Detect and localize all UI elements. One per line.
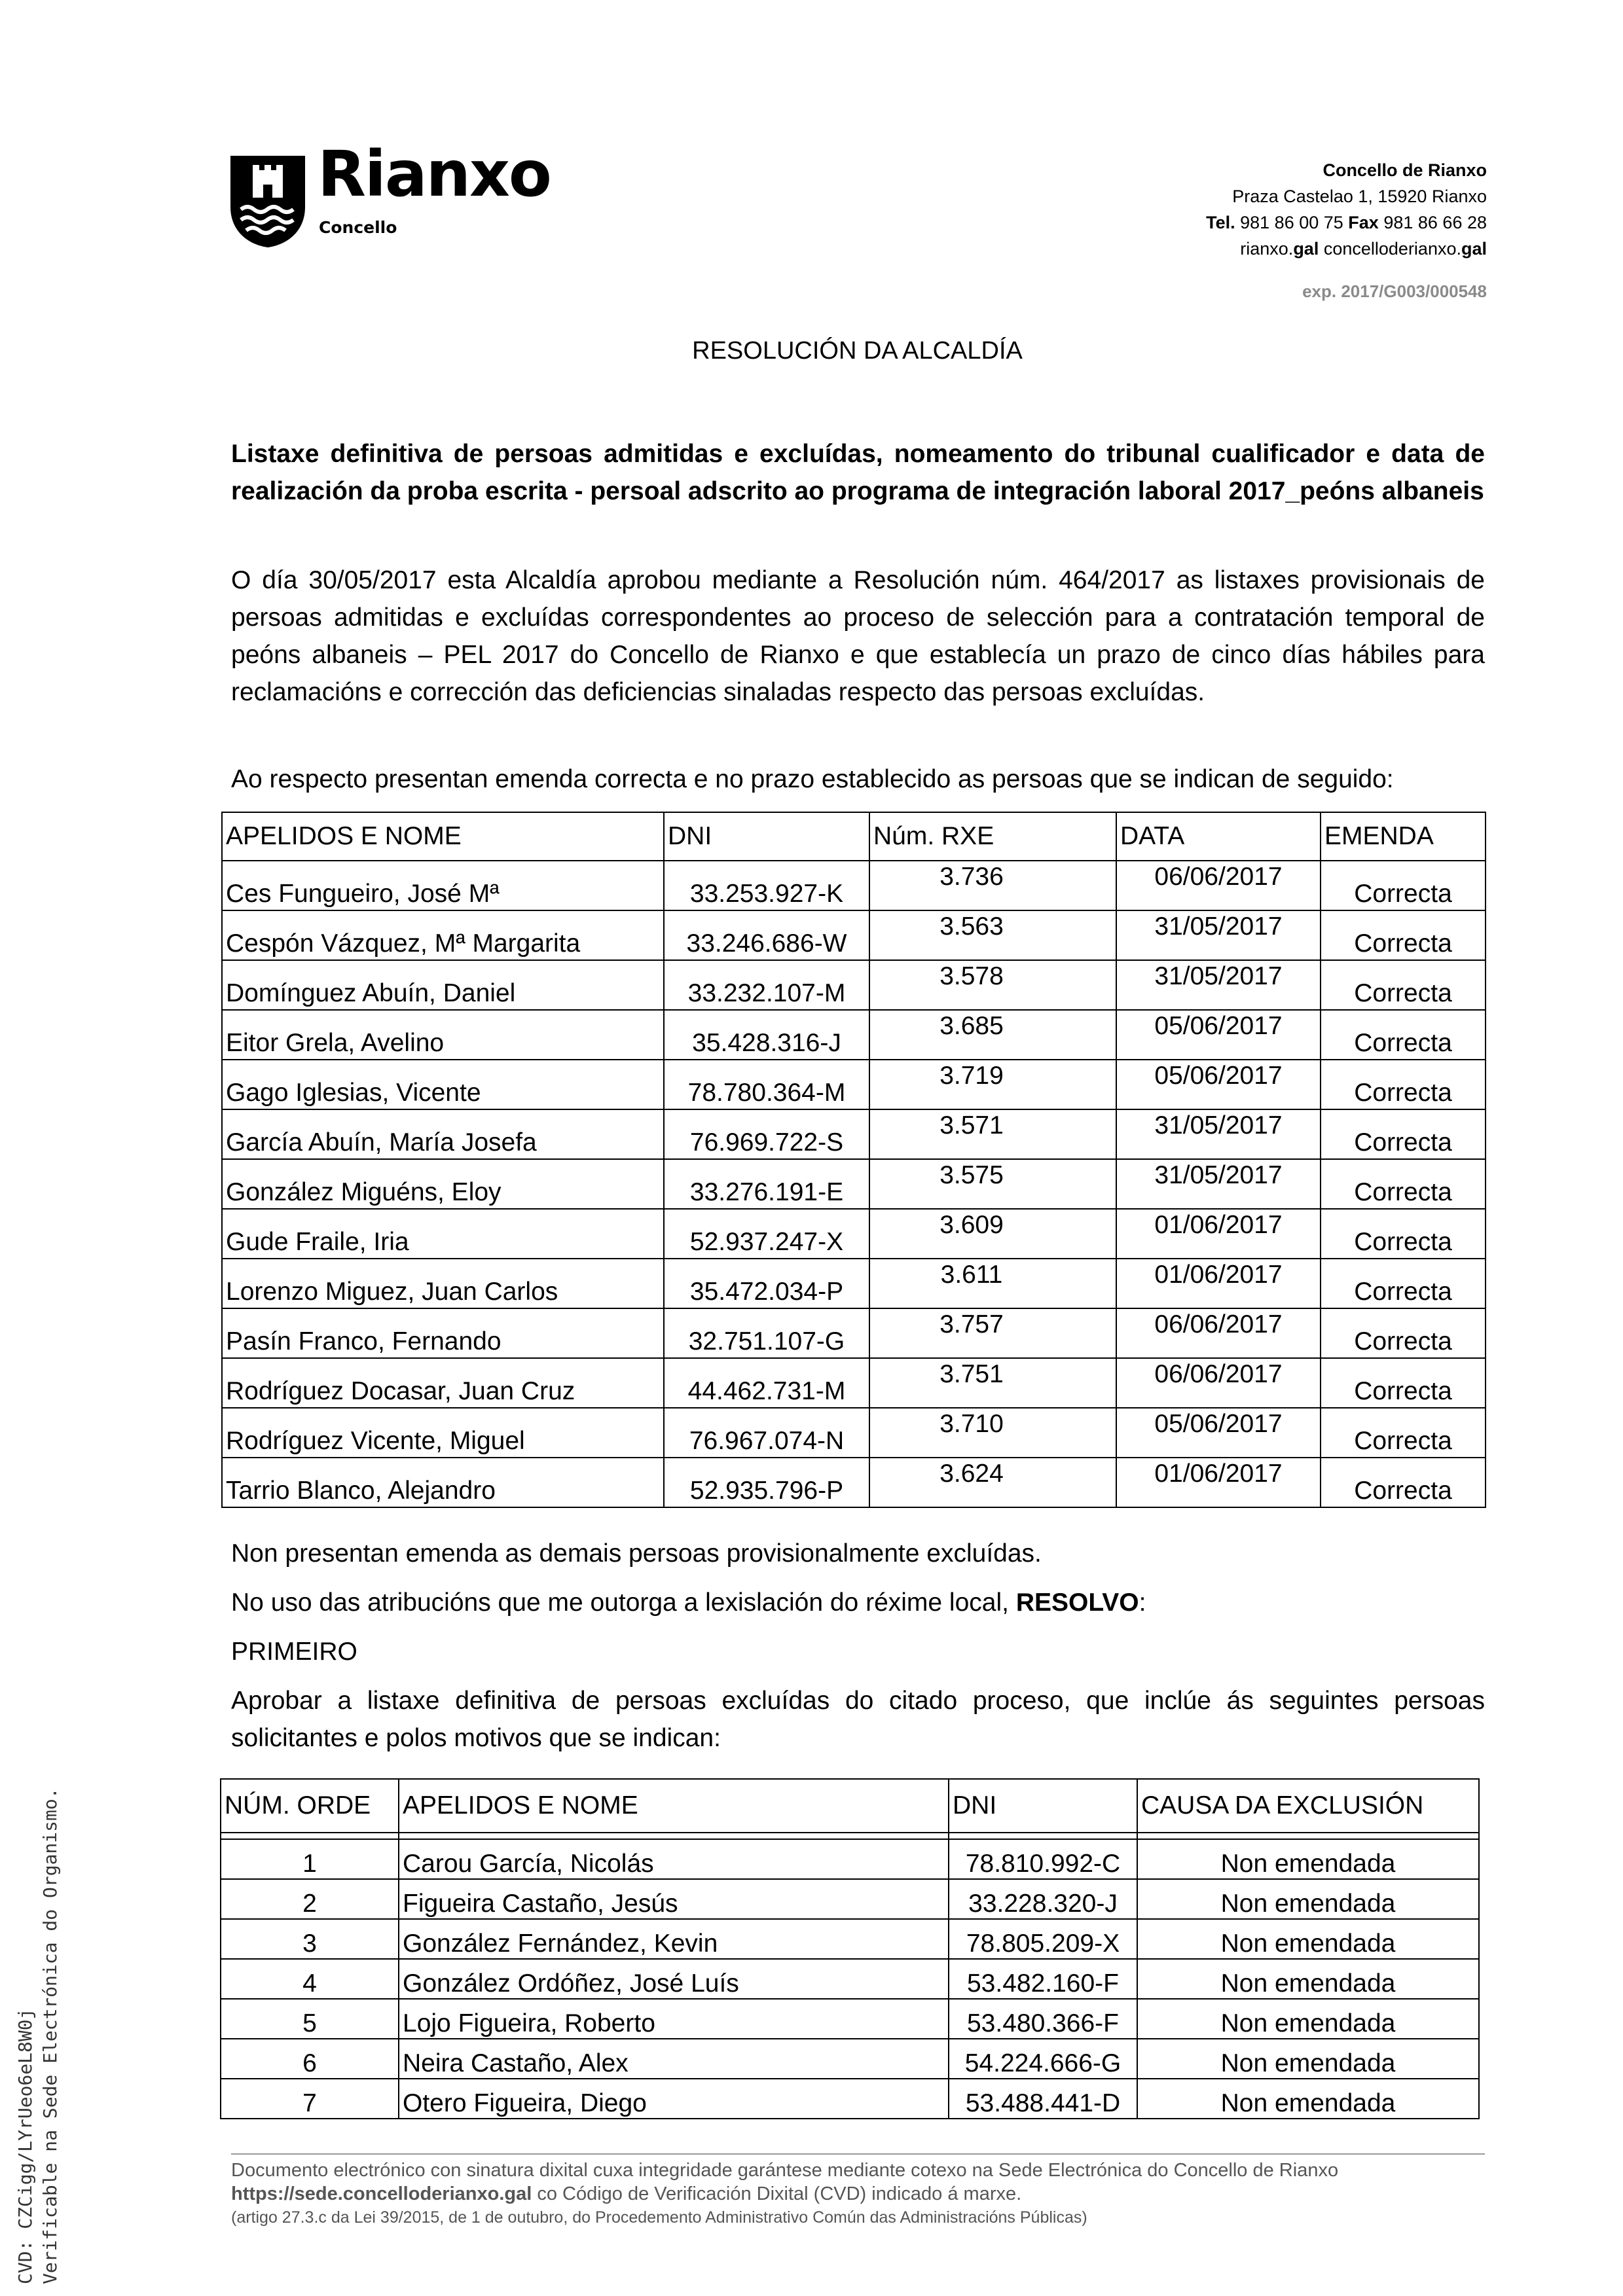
fax-label: Fax <box>1348 213 1379 232</box>
table-header-row <box>221 1779 1479 1833</box>
dni-cell: 52.937.247-X <box>664 1209 869 1259</box>
cause-cell: Non emendada <box>1137 2039 1479 2079</box>
date-cell: 31/05/2017 <box>1116 910 1321 960</box>
paragraph-4 <box>231 1584 1485 1621</box>
table-row <box>222 1209 1486 1259</box>
table-row <box>221 1919 1479 1959</box>
dni-cell: 53.488.441-D <box>949 2079 1137 2119</box>
date-cell: 05/06/2017 <box>1116 1060 1321 1109</box>
name-cell: Domínguez Abuín, Daniel <box>222 960 664 1010</box>
resolvo: RESOLVO <box>1015 1588 1139 1617</box>
emenda-cell: Correcta <box>1321 1010 1486 1060</box>
footer-line-2 <box>231 2182 1485 2206</box>
name-cell: García Abuín, María Josefa <box>222 1109 664 1159</box>
name-cell: Gude Fraile, Iria <box>222 1209 664 1259</box>
rxe-cell: 3.578 <box>869 960 1116 1010</box>
name-cell: Carou García, Nicolás <box>399 1839 949 1879</box>
header-cell: NÚM. ORDE <box>221 1779 399 1833</box>
dni-cell: 52.935.796-P <box>664 1458 869 1507</box>
date-cell: 06/06/2017 <box>1116 861 1321 910</box>
name-cell: González Fernández, Kevin <box>399 1919 949 1959</box>
date-cell: 01/06/2017 <box>1116 1458 1321 1507</box>
cvd-code: CVD: CZCigg/LYrUeo6eL8W0j <box>14 2008 36 2284</box>
dni-cell: 44.462.731-M <box>664 1358 869 1408</box>
rxe-cell: 3.571 <box>869 1109 1116 1159</box>
dni-cell: 33.246.686-W <box>664 910 869 960</box>
logo-wordmark: Rianxo <box>318 137 551 211</box>
dni-cell: 35.472.034-P <box>664 1259 869 1308</box>
emenda-cell: Correcta <box>1321 1209 1486 1259</box>
table-row <box>222 1259 1486 1308</box>
dni-cell: 35.428.316-J <box>664 1010 869 1060</box>
verification-margin <box>13 1787 63 2284</box>
emenda-cell: Correcta <box>1321 1060 1486 1109</box>
footer-line-1: Documento electrónico con sinatura dixital cuxa integridade garántese mediante cotexo na Sede Electrónica do Concello de Rianxo <box>231 2160 1339 2181</box>
table-row <box>222 1408 1486 1458</box>
para4-colon: : <box>1139 1588 1146 1617</box>
websites <box>1206 236 1487 262</box>
cause-cell: Non emendada <box>1137 1999 1479 2039</box>
emenda-cell: Correcta <box>1321 1259 1486 1308</box>
sede-link[interactable]: https://sede.concelloderianxo.gal <box>231 2183 532 2204</box>
date-cell: 06/06/2017 <box>1116 1358 1321 1408</box>
date-cell: 06/06/2017 <box>1116 1308 1321 1358</box>
table-row <box>221 2039 1479 2079</box>
table-row <box>222 1159 1486 1209</box>
web1-a[interactable]: rianxo. <box>1240 239 1294 259</box>
order-cell: 4 <box>221 1959 399 1999</box>
address: Praza Castelao 1, 15920 Rianxo <box>1232 187 1487 206</box>
name-cell: Rodríguez Vicente, Miguel <box>222 1408 664 1458</box>
name-cell: Neira Castaño, Alex <box>399 2039 949 2079</box>
rxe-cell: 3.757 <box>869 1308 1116 1358</box>
order-cell: 6 <box>221 2039 399 2079</box>
table-gap-row <box>221 1833 1479 1839</box>
header-cell: DNI <box>949 1779 1137 1833</box>
footer <box>231 2159 1485 2229</box>
name-cell: Pasín Franco, Fernando <box>222 1308 664 1358</box>
web1-b[interactable]: gal <box>1293 239 1319 259</box>
rxe-cell: 3.719 <box>869 1060 1116 1109</box>
footer-divider <box>231 2153 1485 2155</box>
verification-text: Verificable na Sede Electrónica do Organismo. <box>39 1787 61 2284</box>
name-cell: Figueira Castaño, Jesús <box>399 1879 949 1919</box>
admitted-table <box>221 812 1486 1508</box>
cause-cell: Non emendada <box>1137 1879 1479 1919</box>
name-cell: Lojo Figueira, Roberto <box>399 1999 949 2039</box>
order-cell: 5 <box>221 1999 399 2039</box>
rxe-cell: 3.685 <box>869 1010 1116 1060</box>
dni-cell: 33.276.191-E <box>664 1159 869 1209</box>
cause-cell: Non emendada <box>1137 1959 1479 1999</box>
paragraph-1: O día 30/05/2017 esta Alcaldía aprobou mediante a Resolución núm. 464/2017 as listaxes provisionais de persoas admitidas e excluídas correspondentes ao proceso de selección para a contratación temporal de peóns albaneis – PEL 2017 do Concello de Rianxo e que establecía un prazo de cinco días hábiles para reclamacións e corrección das deficiencias sinaladas respecto das persoas excluídas. <box>231 566 1485 706</box>
cause-cell: Non emendada <box>1137 1839 1479 1879</box>
name-cell: González Ordóñez, José Luís <box>399 1959 949 1999</box>
org-name: Concello de Rianxo <box>1322 160 1487 180</box>
date-cell: 05/06/2017 <box>1116 1408 1321 1458</box>
dni-cell: 76.969.722-S <box>664 1109 869 1159</box>
dni-cell: 53.480.366-F <box>949 1999 1137 2039</box>
cause-cell: Non emendada <box>1137 1919 1479 1959</box>
name-cell: Tarrio Blanco, Alejandro <box>222 1458 664 1507</box>
table-row <box>221 2079 1479 2119</box>
paragraph-3: Non presentan emenda as demais persoas provisionalmente excluídas. <box>231 1539 1042 1568</box>
table-row <box>222 1010 1486 1060</box>
dni-cell: 53.482.160-F <box>949 1959 1137 1999</box>
date-cell: 31/05/2017 <box>1116 1109 1321 1159</box>
table-header-row <box>222 812 1486 861</box>
dni-cell: 54.224.666-G <box>949 2039 1137 2079</box>
table-row <box>221 1959 1479 1999</box>
table-row <box>222 1458 1486 1507</box>
phone-fax <box>1206 209 1487 236</box>
footer-line-2-rest: co Código de Verificación Dixital (CVD) indicado á marxe. <box>532 2183 1022 2204</box>
rxe-cell: 3.609 <box>869 1209 1116 1259</box>
table-row <box>222 1109 1486 1159</box>
contact-block <box>1206 157 1487 262</box>
rxe-cell: 3.611 <box>869 1259 1116 1308</box>
date-cell: 05/06/2017 <box>1116 1010 1321 1060</box>
emenda-cell: Correcta <box>1321 1408 1486 1458</box>
web2-b[interactable]: gal <box>1461 239 1487 259</box>
header-cell: DNI <box>664 812 869 861</box>
emenda-cell: Correcta <box>1321 1458 1486 1507</box>
web2-a[interactable]: concelloderianxo. <box>1323 239 1461 259</box>
dni-cell: 33.232.107-M <box>664 960 869 1010</box>
rxe-cell: 3.624 <box>869 1458 1116 1507</box>
emenda-cell: Correcta <box>1321 1159 1486 1209</box>
primeiro-heading: PRIMEIRO <box>231 1638 357 1666</box>
emenda-cell: Correcta <box>1321 1308 1486 1358</box>
table-row <box>221 1999 1479 2039</box>
dni-cell: 33.228.320-J <box>949 1879 1137 1919</box>
logo-subtitle: Concello <box>319 218 397 237</box>
table-row <box>222 910 1486 960</box>
paragraph-2: Ao respecto presentan emenda correcta e no prazo establecido as persoas que se indican de seguido: <box>231 765 1394 793</box>
name-cell: González Miguéns, Eloy <box>222 1159 664 1209</box>
tel-label: Tel. <box>1206 213 1235 232</box>
tel-number: 981 86 00 75 <box>1240 213 1343 232</box>
table-row <box>221 1879 1479 1919</box>
table-row <box>222 1358 1486 1408</box>
emenda-cell: Correcta <box>1321 960 1486 1010</box>
fax-number: 981 86 66 28 <box>1383 213 1487 232</box>
dni-cell: 78.780.364-M <box>664 1060 869 1109</box>
header-cell: EMENDA <box>1321 812 1486 861</box>
header-cell: APELIDOS E NOME <box>399 1779 949 1833</box>
rxe-cell: 3.751 <box>869 1358 1116 1408</box>
subject: Listaxe definitiva de persoas admitidas e excluídas, nomeamento do tribunal cualificador e data de realización da proba escrita - persoal adscrito ao programa de integración laboral 2017_peóns albaneis <box>231 440 1485 505</box>
table-row <box>222 1060 1486 1109</box>
dni-cell: 33.253.927-K <box>664 861 869 910</box>
header-cell: Núm. RXE <box>869 812 1116 861</box>
header-cell: CAUSA DA EXCLUSIÓN <box>1137 1779 1479 1833</box>
order-cell: 2 <box>221 1879 399 1919</box>
emenda-cell: Correcta <box>1321 1358 1486 1408</box>
table-row <box>222 960 1486 1010</box>
header-cell: APELIDOS E NOME <box>222 812 664 861</box>
name-cell: Gago Iglesias, Vicente <box>222 1060 664 1109</box>
rianxo-shield-logo <box>229 156 306 247</box>
paragraph-5: Aprobar a listaxe definitiva de persoas excluídas do citado proceso, que inclúe ás seguintes persoas solicitantes e polos motivos que se indican: <box>231 1687 1485 1752</box>
name-cell: Ces Fungueiro, José Mª <box>222 861 664 910</box>
order-cell: 7 <box>221 2079 399 2119</box>
dni-cell: 76.967.074-N <box>664 1408 869 1458</box>
dni-cell: 78.805.209-X <box>949 1919 1137 1959</box>
name-cell: Eitor Grela, Avelino <box>222 1010 664 1060</box>
cause-cell: Non emendada <box>1137 2079 1479 2119</box>
header-cell: DATA <box>1116 812 1321 861</box>
expedient-number: exp. 2017/G003/000548 <box>1302 281 1487 301</box>
excluded-table <box>220 1778 1480 2119</box>
dni-cell: 32.751.107-G <box>664 1308 869 1358</box>
table-row <box>222 1308 1486 1358</box>
table-row <box>222 861 1486 910</box>
rxe-cell: 3.736 <box>869 861 1116 910</box>
resolution-title: RESOLUCIÓN DA ALCALDÍA <box>692 337 1023 365</box>
dni-cell: 78.810.992-C <box>949 1839 1137 1879</box>
name-cell: Rodríguez Docasar, Juan Cruz <box>222 1358 664 1408</box>
table-row <box>221 1839 1479 1879</box>
emenda-cell: Correcta <box>1321 861 1486 910</box>
name-cell: Cespón Vázquez, Mª Margarita <box>222 910 664 960</box>
order-cell: 1 <box>221 1839 399 1879</box>
name-cell: Otero Figueira, Diego <box>399 2079 949 2119</box>
rxe-cell: 3.710 <box>869 1408 1116 1458</box>
emenda-cell: Correcta <box>1321 1109 1486 1159</box>
date-cell: 31/05/2017 <box>1116 960 1321 1010</box>
date-cell: 01/06/2017 <box>1116 1259 1321 1308</box>
footer-line-3: (artigo 27.3.c da Lei 39/2015, de 1 de outubro, do Procedemento Administrativo Común das Administracións Públicas) <box>231 2208 1087 2227</box>
rxe-cell: 3.575 <box>869 1159 1116 1209</box>
emenda-cell: Correcta <box>1321 910 1486 960</box>
para4-text: No uso das atribucións que me outorga a lexislación do réxime local, <box>231 1588 1016 1617</box>
name-cell: Lorenzo Miguez, Juan Carlos <box>222 1259 664 1308</box>
rxe-cell: 3.563 <box>869 910 1116 960</box>
date-cell: 01/06/2017 <box>1116 1209 1321 1259</box>
order-cell: 3 <box>221 1919 399 1959</box>
date-cell: 31/05/2017 <box>1116 1159 1321 1209</box>
